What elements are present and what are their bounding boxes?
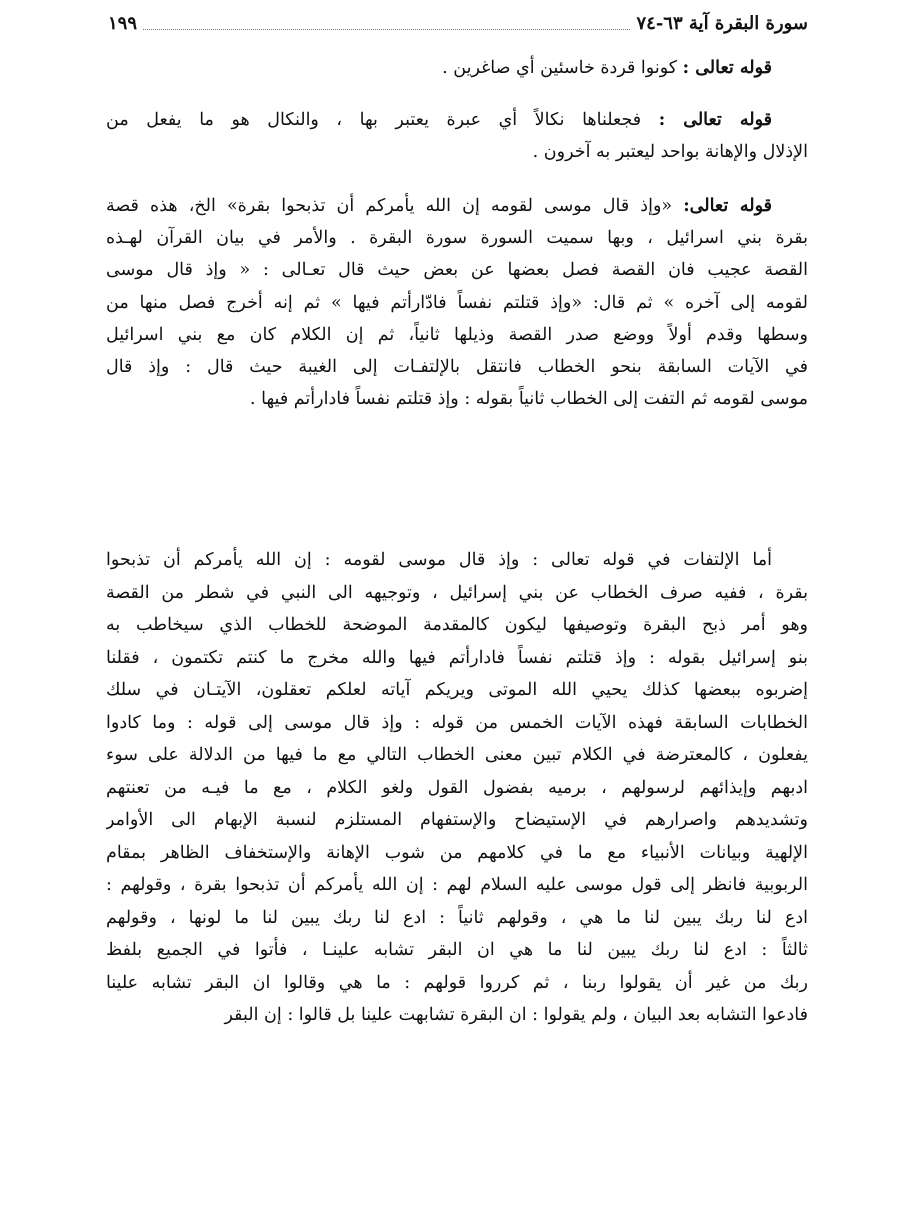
running-header <box>108 8 808 38</box>
para4-line <box>106 869 808 901</box>
para4-line <box>106 934 808 966</box>
para4-line <box>106 902 808 934</box>
line-text: ثالثاً : ادع لنا ربك يبين لنا ما هي ان البقر تشابه علينـا ، فأتوا في الجميع بلفظ <box>106 940 808 960</box>
header-dot-leader <box>143 17 630 30</box>
para1-line <box>106 52 808 84</box>
para4-line <box>106 999 808 1031</box>
line-text: بنو إسرائيل بقوله : وإذ قتلتم نفساً فادارأتم فيها والله مخرج ما كنتم تكتمون ، فقلنا <box>106 647 808 668</box>
verse-label: قوله تعالى : <box>658 110 772 130</box>
para4-line <box>106 544 808 576</box>
para3-line <box>106 319 808 351</box>
para4-line <box>106 609 808 641</box>
para4-line <box>106 739 808 771</box>
para3-line <box>106 287 808 319</box>
line-text: لقومه إلى آخره » ثم قال: «وإذ قتلتم نفساً فادّارأتم فيها » ثم إنه أخرج فصل منها من <box>106 292 808 313</box>
line-text: كونوا قردة خاسئين أي صاغرين . <box>442 58 678 78</box>
line-text: القصة عجيب فان القصة فصل بعضها عن بعض حيث قال تعـالى : « وإذ قال موسى <box>106 260 808 281</box>
line-text: الخطابات السابقة فهذه الآيات الخمس من قوله : وإذ قال موسى إلى قوله : وما كادوا <box>106 712 808 733</box>
para4-line <box>106 772 808 804</box>
line-text: «وإذ قال موسى لقومه إن الله يأمركم أن تذبحوا بقرة» الخ، هذه قصة <box>106 196 673 216</box>
para4-line <box>106 674 808 706</box>
line-text: ادبهم وإيذائهم لرسولهم ، برميه بفضول القول ولغو الكلام ، مع ما فيـه من تعنتهم <box>106 777 808 798</box>
para4-line <box>106 804 808 836</box>
line-text: إضربوه ببعضها كذلك يحيي الله الموتى ويريكم آياته لعلكم تعقلون، الآيتـان في سلك <box>106 680 808 700</box>
line-text: وتشديدهم واصرارهم في الإستيضاح والإستفهام المستلزم لنسبة الإبهام الى الأوامر <box>106 810 808 830</box>
line-text: فجعلناها نكالاً أي عبرة يعتبر بها ، والنكال هو ما يفعل من <box>106 110 642 130</box>
line-text: وهو أمر ذبح البقرة وتوصيفها ليكون كالمقدمة الموضحة للخطاب الذي سيخاطب به <box>106 615 808 635</box>
line-text: الإلهية وبيانات الأنبياء مع ما في كلامهم من شوب الإهانة والإستخفاف الظاهر بمقام <box>106 842 808 863</box>
para3-line <box>106 222 808 254</box>
para4-line <box>106 642 808 674</box>
para4-line <box>106 837 808 869</box>
para3-line <box>106 383 808 415</box>
line-text: الربوبية فانظر إلى قول موسى عليه السلام لهم : إن الله يأمركم أن تذبحوا بقرة ، وقولهم : <box>106 875 808 895</box>
line-text: موسى لقومه ثم التفت إلى الخطاب ثانياً بقوله : وإذ قتلتم نفساً فادارأتم فيها . <box>250 389 808 410</box>
para3-line <box>106 254 808 286</box>
line-text: في الآيات السابقة بنحو الخطاب فانتقل بالإلتفـات إلى الغيبة حيث قال : وإذ قال <box>106 357 808 377</box>
line-text: فادعوا التشابه بعد البيان ، ولم يقولوا : ان البقرة تشابهت علينا بل قالوا : إن البقر <box>224 1005 808 1025</box>
para3-line <box>106 190 808 222</box>
para3-line <box>106 351 808 383</box>
line-text: ربك من غير أن يقولوا ربنا ، ثم كرروا قولهم : ما هي وقالوا ان البقر تشابه علينا <box>106 972 808 993</box>
page-number: ١٩٩ <box>108 12 138 34</box>
para4-line <box>106 707 808 739</box>
verse-label: قوله تعالى: <box>683 196 772 216</box>
line-text: بقرة بني اسرائيل ، وبها سميت السورة سورة البقرة . والأمر في بيان القرآن لهـذه <box>106 228 808 249</box>
line-text: وسطها وقدم أولاً ووضع صدر القصة وذيلها ثانياً، ثم إن الكلام كان مع بني اسرائيل <box>106 324 808 345</box>
para2-line <box>106 104 808 136</box>
line-text: ادع لنا ربك يبين لنا ما هي ، وقولهم ثانياً : ادع لنا ربك يبين لنا ما لونها ، وقولهم <box>106 907 808 928</box>
verse-label: قوله تعالى : <box>682 58 772 78</box>
line-text: أما الإلتفات في قوله تعالى : وإذ قال موسى لقومه : إن الله يأمركم أن تذبحوا <box>106 550 772 570</box>
para4-line <box>106 967 808 999</box>
line-text: بقرة ، ففيه صرف الخطاب عن بني إسرائيل ، وتوجيهه الى النبي في شطر من القصة <box>106 582 808 603</box>
para4-line <box>106 577 808 609</box>
line-text: الإذلال والإهانة بواحد ليعتبر به آخرون . <box>532 142 808 162</box>
para2-line <box>106 136 808 168</box>
header-title: سورة البقرة آية ٦٣-٧٤ <box>636 12 808 34</box>
line-text: يفعلون ، كالمعترضة في الكلام تبين معنى الخطاب التالي مع ما فيها من الدلالة على سوء <box>106 745 808 765</box>
